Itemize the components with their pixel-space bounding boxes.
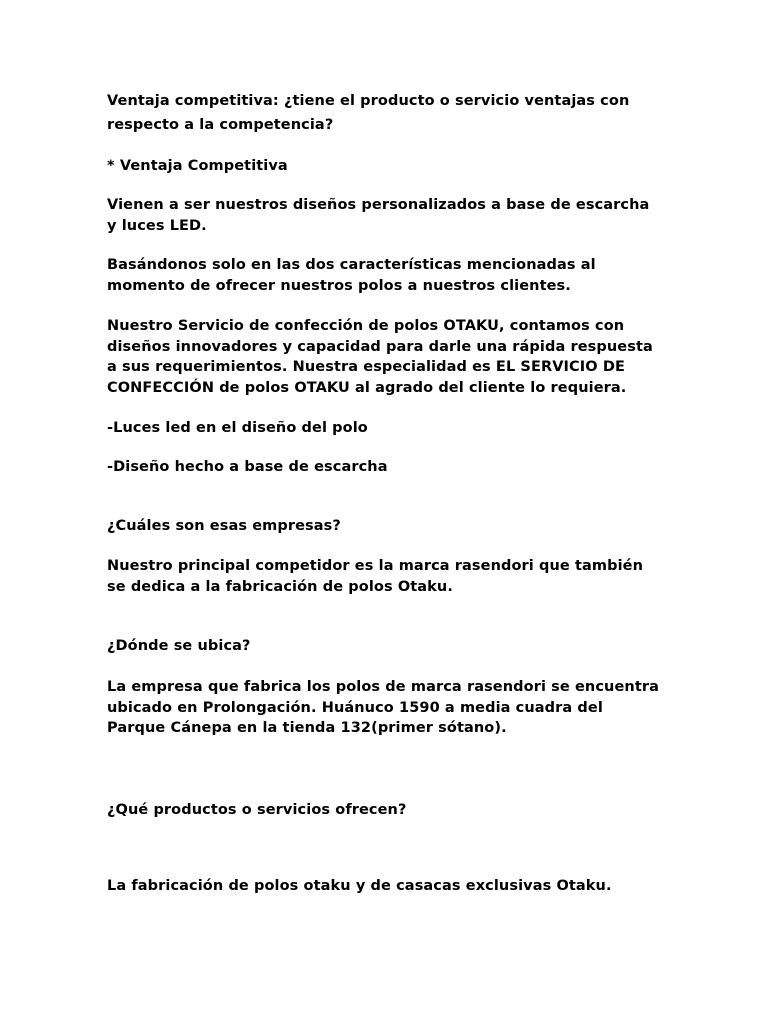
text-line: -Diseño hecho a base de escarcha: [107, 459, 388, 475]
question-companies: [107, 516, 667, 537]
text-line: a sus requerimientos. Nuestra especialidad es EL SERVICIO DE: [107, 359, 626, 375]
paragraph-designs: [107, 195, 667, 236]
text-line: ¿Dónde se ubica?: [107, 638, 251, 654]
text-line: Vienen a ser nuestros diseños personalizados a base de escarcha: [107, 197, 650, 213]
paragraph-location: [107, 677, 667, 739]
text-line: diseños innovadores y capacidad para darle una rápida respuesta: [107, 338, 653, 355]
text-line: ubicado en Prolongación. Huánuco 1590 a media cuadra del: [107, 699, 603, 716]
heading-competitive-advantage: [107, 156, 667, 177]
list-item-led: [107, 418, 667, 439]
text-line: ¿Qué productos o servicios ofrecen?: [107, 802, 407, 818]
text-line: La empresa que fabrica los polos de marca rasendori se encuentra: [107, 679, 659, 695]
text-line: momento de ofrecer nuestros polos a nuestros clientes.: [107, 277, 571, 294]
text-line: -Luces led en el diseño del polo: [107, 420, 368, 436]
question-competitive-advantage: [107, 89, 667, 137]
text-line: La fabricación de polos otaku y de casacas exclusivas Otaku.: [107, 878, 612, 894]
text-line: respecto a la competencia?: [107, 117, 334, 133]
list-item-escarcha: [107, 457, 667, 478]
text-line: ¿Cuáles son esas empresas?: [107, 518, 341, 534]
paragraph-characteristics: [107, 255, 667, 296]
paragraph-products: [107, 876, 667, 897]
text-line: Basándonos solo en las dos características mencionadas al: [107, 257, 596, 273]
question-location: [107, 636, 667, 657]
text-line: CONFECCIÓN de polos OTAKU al agrado del cliente lo requiera.: [107, 379, 627, 396]
text-line: y luces LED.: [107, 217, 207, 234]
text-line: Parque Cánepa en la tienda 132(primer sótano).: [107, 720, 507, 736]
text-line: * Ventaja Competitiva: [107, 158, 288, 174]
paragraph-service: [107, 316, 667, 398]
text-line: se dedica a la fabricación de polos Otaku.: [107, 578, 453, 595]
paragraph-competitor: [107, 556, 667, 597]
text-line: Ventaja competitiva: ¿tiene el producto o servicio ventajas con: [107, 93, 630, 109]
question-products: [107, 800, 667, 821]
text-line: Nuestro Servicio de confección de polos OTAKU, contamos con: [107, 318, 625, 334]
text-line: Nuestro principal competidor es la marca rasendori que también: [107, 558, 644, 574]
